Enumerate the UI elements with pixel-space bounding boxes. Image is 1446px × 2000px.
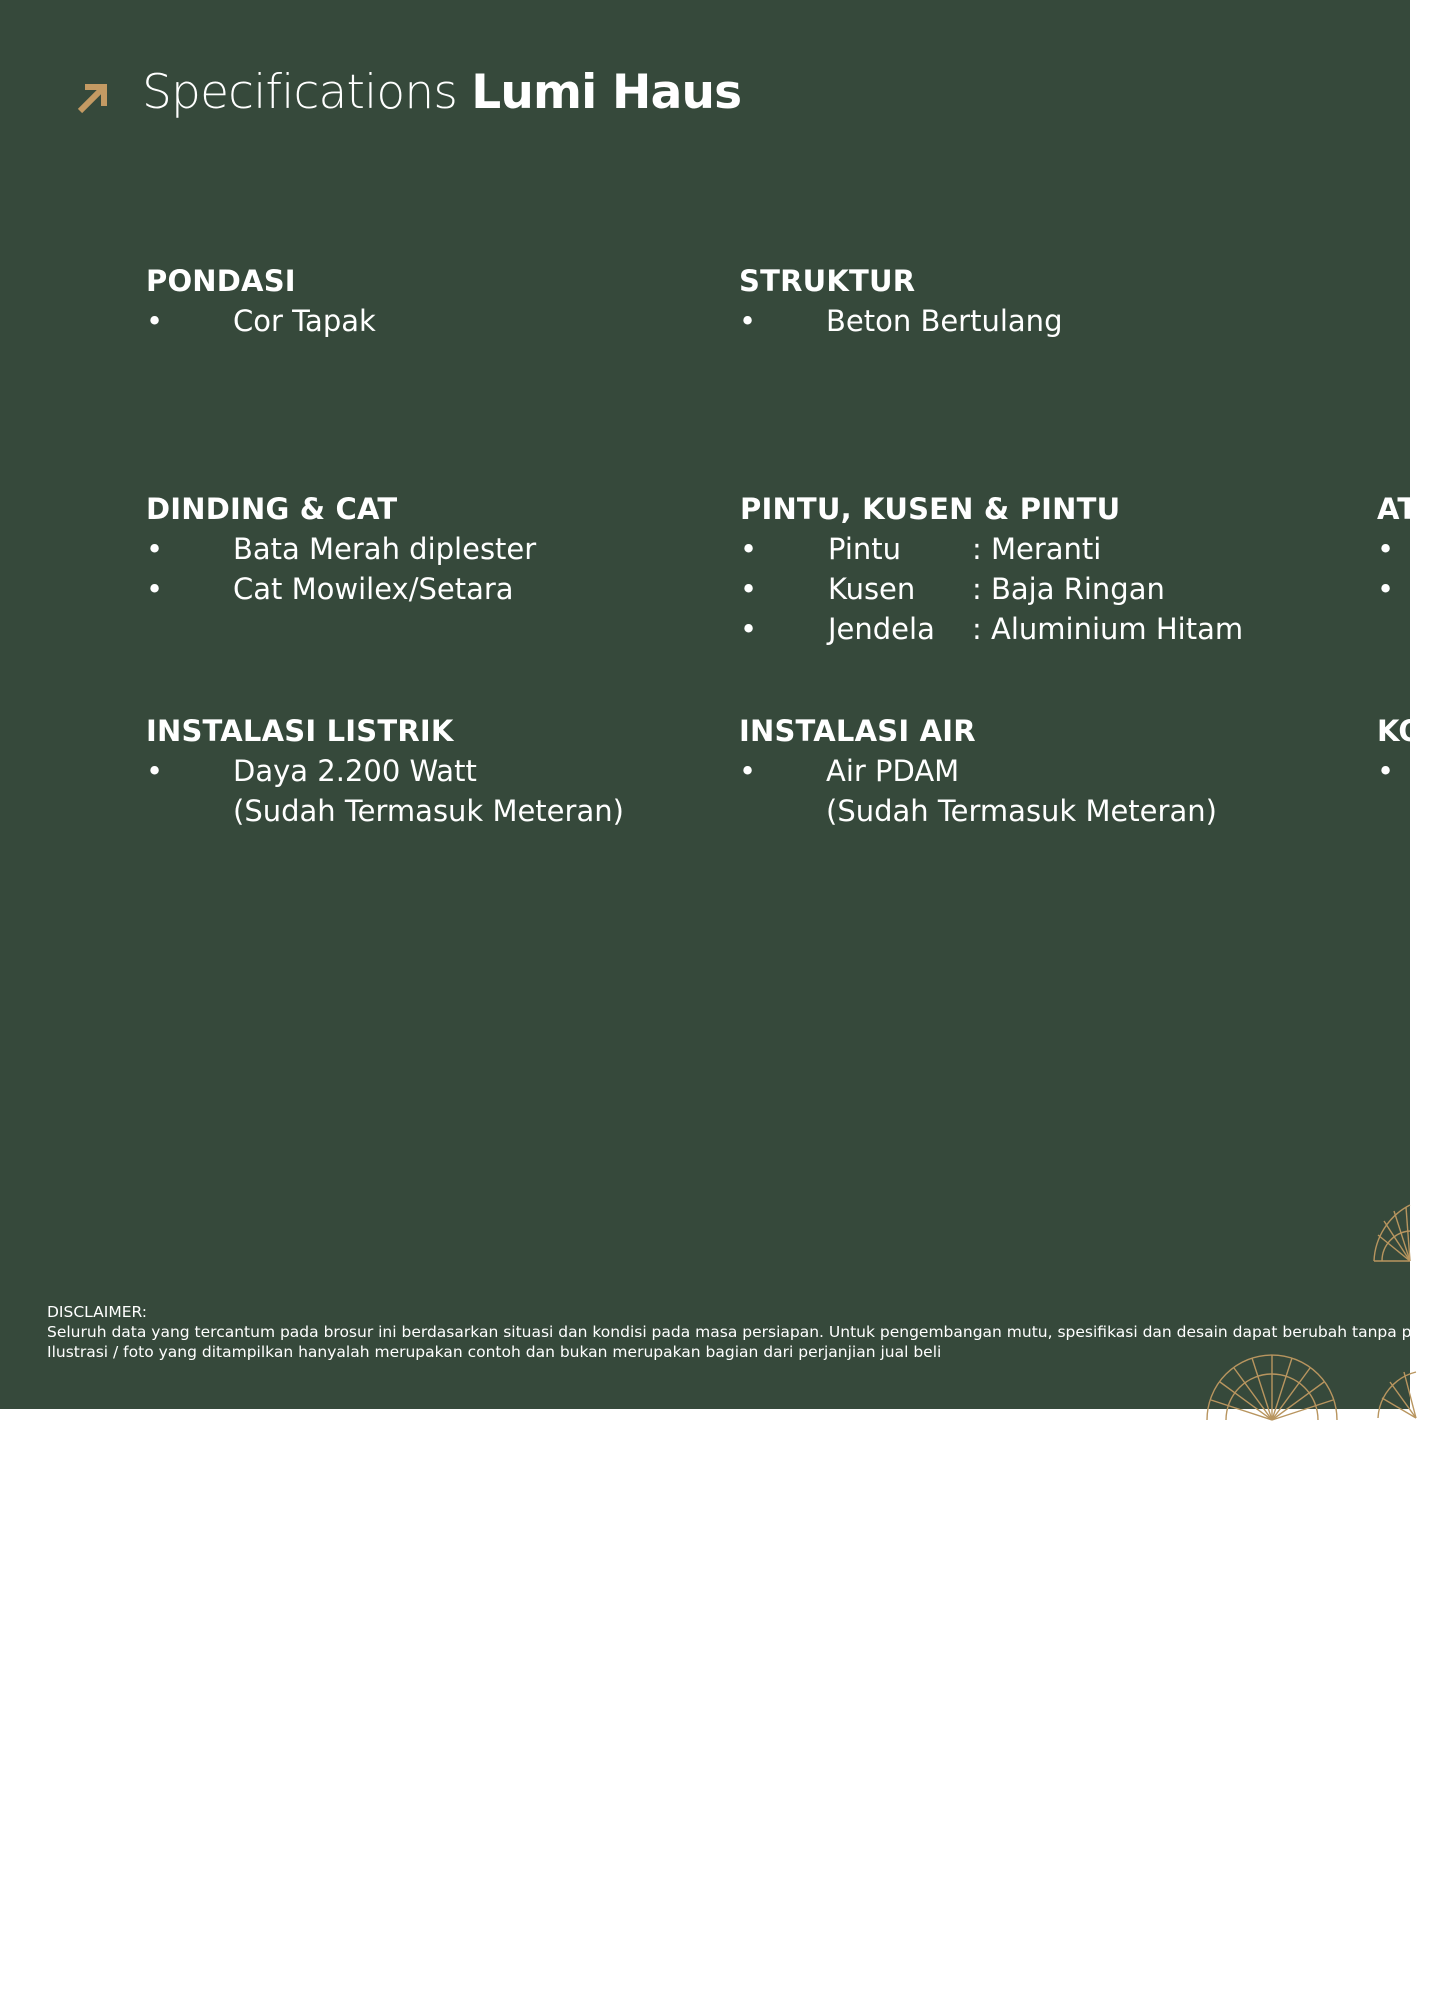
section-dinding-cat	[146, 489, 537, 609]
section-heading: PINTU, KUSEN & PINTU	[740, 492, 1121, 526]
item-value: : Meranti	[972, 532, 1102, 566]
bullet: •	[146, 532, 164, 566]
section-pondasi	[146, 261, 376, 341]
list-item	[739, 751, 976, 791]
list-item	[739, 301, 1063, 341]
list-item	[146, 569, 514, 609]
disclaimer	[47, 1302, 1446, 1362]
section-pintu-kusen	[740, 489, 1244, 649]
disclaimer-line: Seluruh data yang tercantum pada brosur ini berdasarkan situasi dan kondisi pada masa persiapan. Untuk pengembangan mutu, spesifikasi dan desain dapat berubah tanpa pemb	[47, 1323, 1446, 1341]
section-heading: AT	[1377, 492, 1418, 526]
section-heading: INSTALASI AIR	[739, 714, 976, 748]
item-text: Beton Bertulang	[826, 304, 1063, 338]
list-item	[740, 529, 1120, 569]
section-heading: PONDASI	[146, 264, 296, 298]
title-light: Specifications	[142, 64, 472, 120]
list-item	[1377, 569, 1417, 609]
section-instalasi-air	[739, 711, 1217, 831]
title-bold: Lumi Haus	[471, 64, 742, 120]
bullet: •	[740, 532, 758, 566]
item-text: (Sudah Termasuk Meteran)	[233, 794, 624, 828]
bullet: •	[1377, 532, 1395, 566]
item-text: Cat Mowilex/Setara	[233, 572, 514, 606]
section-ko	[1377, 711, 1423, 791]
fan-ornament-icon	[1376, 1366, 1410, 1409]
bullet: •	[146, 572, 164, 606]
page-title	[142, 65, 741, 120]
list-item	[146, 751, 477, 791]
list-item	[1377, 529, 1417, 569]
section-heading: STRUKTUR	[739, 264, 916, 298]
item-text: Daya 2.200 Watt	[233, 754, 477, 788]
item-text: Bata Merah diplester	[233, 532, 537, 566]
list-item-continuation	[146, 791, 624, 831]
bullet: •	[1377, 572, 1395, 606]
section-atap	[1377, 489, 1417, 609]
list-item	[1377, 751, 1423, 791]
item-text: Air PDAM	[826, 754, 960, 788]
bullet: •	[739, 304, 757, 338]
section-heading: KO	[1377, 714, 1424, 748]
bullet: •	[740, 612, 758, 646]
disclaimer-line: Ilustrasi / foto yang ditampilkan hanyalah merupakan contoh dan bukan merupakan bagian dari perjanjian jual beli	[47, 1343, 942, 1361]
bullet: •	[1377, 754, 1395, 788]
item-key: Jendela	[828, 612, 935, 646]
page-header	[74, 62, 741, 122]
list-item-continuation	[739, 791, 1217, 831]
item-value: : Baja Ringan	[972, 572, 1165, 606]
section-heading: DINDING & CAT	[146, 492, 398, 526]
fan-ornament-icon	[1204, 1360, 1340, 1409]
item-text: Cor Tapak	[233, 304, 376, 338]
disclaimer-label: DISCLAIMER:	[47, 1303, 148, 1321]
list-item	[146, 529, 537, 569]
fan-ornament-icon	[1370, 1185, 1410, 1265]
section-heading: INSTALASI LISTRIK	[146, 714, 454, 748]
bullet: •	[146, 754, 164, 788]
bullet: •	[739, 754, 757, 788]
section-instalasi-listrik	[146, 711, 624, 831]
item-text: (Sudah Termasuk Meteran)	[826, 794, 1217, 828]
arrow-up-right-icon	[74, 80, 110, 116]
list-item	[146, 301, 376, 341]
bullet: •	[740, 572, 758, 606]
item-value: : Aluminium Hitam	[972, 612, 1244, 646]
list-item	[740, 569, 1165, 609]
list-item	[740, 609, 1244, 649]
section-struktur	[739, 261, 1063, 341]
item-key: Pintu	[828, 532, 902, 566]
item-key: Kusen	[828, 572, 916, 606]
bullet: •	[146, 304, 164, 338]
